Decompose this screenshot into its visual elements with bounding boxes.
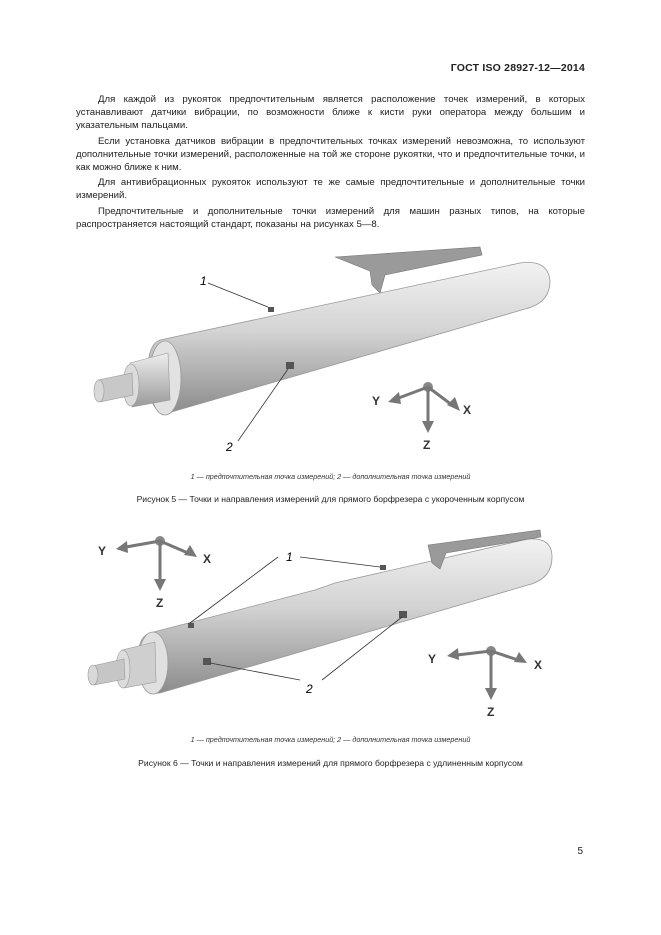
body-text xyxy=(76,93,585,233)
axis-z-label: Z xyxy=(423,438,431,452)
figure6-label-1: 1 xyxy=(286,550,293,564)
axis-x-label: X xyxy=(534,658,543,672)
figure5-label-1: 1 xyxy=(200,274,207,288)
document-header: ГОСТ ISO 28927-12—2014 xyxy=(450,62,585,74)
axis-x-label: X xyxy=(463,403,472,417)
measurement-point-2 xyxy=(286,362,294,369)
axis-triad-icon xyxy=(116,536,197,591)
figure-6-image xyxy=(0,525,661,725)
measurement-point-2 xyxy=(399,611,407,618)
figure6-label-2: 2 xyxy=(306,682,313,696)
paragraph: Если установка датчиков вибрации в предпочтительных точках измерений невозможна, то используют дополнительные точки измерений, расположенные на той же стороне рукоятки, что и предпочтительные точки, и как можно ближе к ним. xyxy=(76,135,585,174)
figure5-legend: 1 — предпочтительная точка измерений; 2 — дополнительная точка измерений xyxy=(190,472,471,481)
measurement-point-1 xyxy=(188,623,194,628)
figure6-legend: 1 — предпочтительная точка измерений; 2 — дополнительная точка измерений xyxy=(190,735,471,744)
figure5-label-2: 2 xyxy=(226,440,233,454)
measurement-point-1 xyxy=(268,307,274,312)
figure5-caption: Рисунок 5 — Точки и направления измерений для прямого борфрезера с укороченным корпусом xyxy=(136,494,525,504)
axis-z-label: Z xyxy=(156,596,164,610)
grinder-tool-short xyxy=(94,247,550,415)
axis-triad-icon xyxy=(447,646,527,700)
figure6-caption: Рисунок 6 — Точки и направления измерений для прямого борфрезера с удлиненным корпусом xyxy=(138,758,523,768)
axis-y-label: Y xyxy=(428,652,437,666)
figure-5-image xyxy=(0,245,661,460)
paragraph: Для каждой из рукояток предпочтительным является расположение точек измерений, в которых устанавливают датчики вибрации, по возможности ближе к кисти руки оператора между большим и указательным пальцами. xyxy=(76,94,585,132)
paragraph: Для антивибрационных рукояток используют те же самые предпочтительные и дополнительные точки измерений. xyxy=(76,177,585,202)
grinder-tool-long xyxy=(88,530,552,694)
axis-triad-icon xyxy=(388,382,460,433)
measurement-point-2 xyxy=(203,658,211,665)
paragraph: Предпочтительные и дополнительные точки измерений для машин разных типов, на которые распространяется настоящий стандарт, показаны на рисунках 5—8. xyxy=(76,205,585,230)
axis-z-label: Z xyxy=(487,705,495,719)
axis-x-label: X xyxy=(203,552,212,566)
page-number: 5 xyxy=(577,846,583,857)
measurement-point-1 xyxy=(380,565,386,570)
axis-y-label: Y xyxy=(372,394,381,408)
axis-y-label: Y xyxy=(98,544,107,558)
